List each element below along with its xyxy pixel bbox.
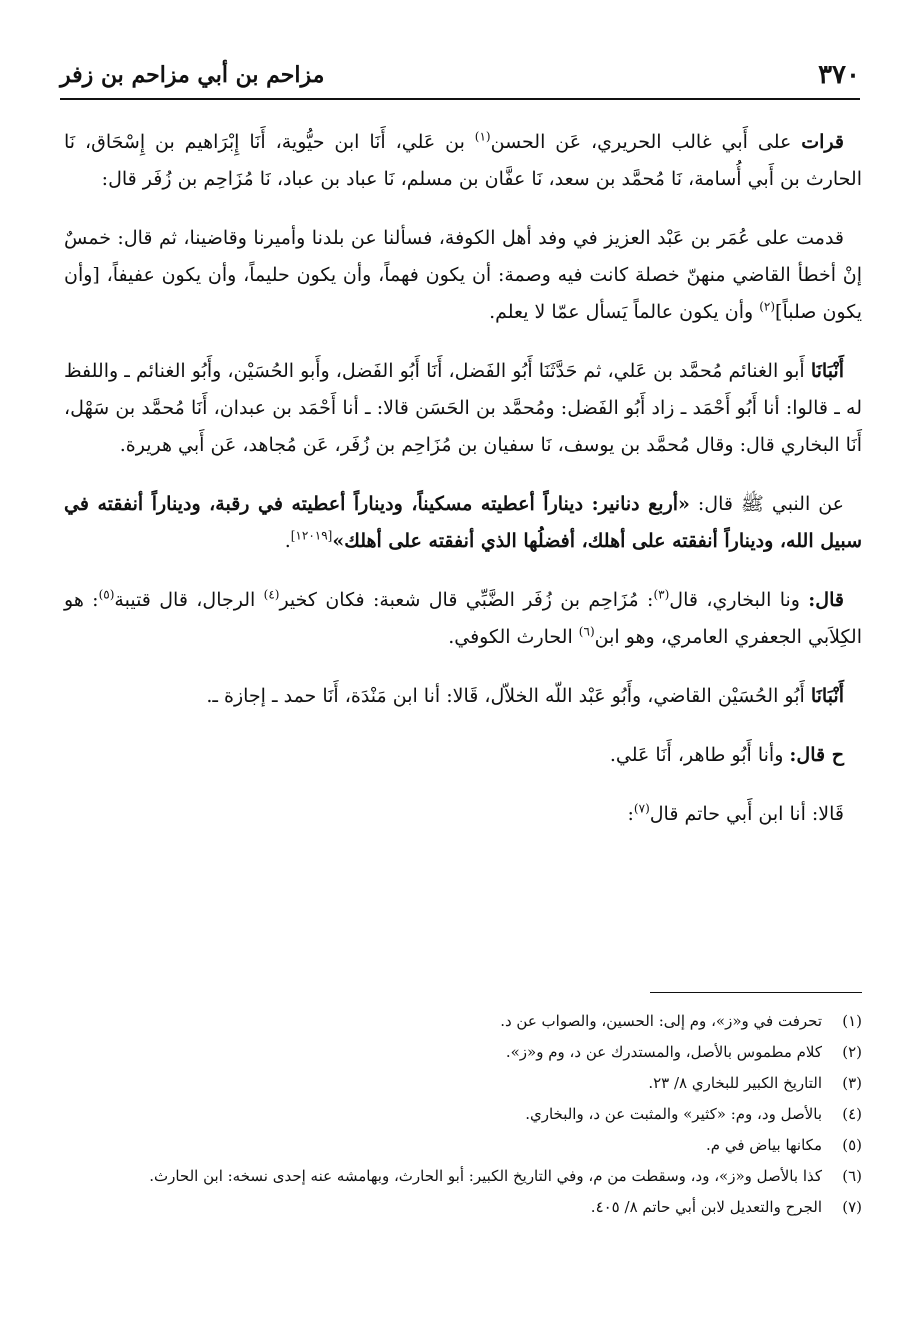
paragraph-1 [64,124,862,198]
footnote-text: كلام مطموس بالأصل، والمستدرك عن د، وم و«ز». [505,1043,822,1061]
footnote [64,1161,862,1192]
paragraph-end: : [627,803,634,825]
footnote-number: (٤) [842,1105,862,1123]
footnote-text: الجرح والتعديل لابن أبي حاتم ٨/ ٤٠٥. [590,1198,822,1216]
main-text [64,124,862,855]
page-header [60,54,860,100]
footnote-text: تحرفت في و«ز»، وم إلى: الحسين، والصواب عن د. [500,1012,822,1030]
paragraph-text: الرجال، قال قتيبة [114,589,264,611]
footnote-number: (١) [842,1012,862,1030]
footnote-ref: (٥) [98,587,115,602]
paragraph-text: أَبُو الحُسَيْن القاضي، وأَبُو عَبْد اللّه الخلاّل، قَالا: أنا ابن مَنْدَة، أَنَا حمد ـ إجازة ـ. [206,685,811,707]
paragraph-7 [64,737,862,774]
footnote [64,1130,862,1161]
footnote [64,1068,862,1099]
paragraph-lead: أَنْبَانَا [810,685,844,707]
hadith-text: «أربع دنانير: ديناراً أعطيته مسكيناً، وديناراً أعطيته في رقبة، وديناراً أنفقته في سبيل الله، وديناراً أنفقته على أهلك، أفضلُها الذي أنفقته على أهلك» [64,493,862,552]
paragraph-2 [64,220,862,331]
paragraph-end: . [284,530,291,552]
footnote-text: بالأصل ود، وم: «كثير» والمثبت عن د، والبخاري. [525,1105,822,1123]
paragraph-text: : هو الكِلاَبي الجعفري العامري، وهو ابن [64,589,862,648]
footnote-ref: (٦) [578,624,595,639]
paragraph-text: عن النبي ﷺ قال: [689,493,844,515]
footnote [64,1192,862,1223]
paragraph-text: بن عَلي، أَنَا ابن حيُّوية، أَنَا إِبْرَاهيم بن إِسْحَاق، نَا الحارث بن أَبي أُسامة، نَا مُحمَّد بن سعد، نَا عفَّان بن مسلم، نَا عباد بن عباد، نَا مُزَاحِم بن زُفَر قال: [64,131,862,190]
paragraph-text: وأنا أَبُو طاهر، أَنَا عَلي. [609,744,790,766]
paragraph-4 [64,486,862,560]
paragraph-3 [64,353,862,464]
footnote-number: (٦) [842,1167,862,1185]
footnote-number: (٣) [842,1074,862,1092]
footnote-ref: (١) [474,129,491,144]
page-number: ٣٧٠ [818,60,860,90]
footnote-text: كذا بالأصل و«ز»، ود، وسقطت من م، وفي التاريخ الكبير: أبو الحارث، وبهامشه عنه إحدى نسخه: ابن الحارث. [149,1167,822,1185]
footnote-text: مكانها بياض في م. [706,1136,822,1154]
paragraph-6 [64,678,862,715]
footnote-ref: (٣) [653,587,670,602]
footnote-number: (٢) [842,1043,862,1061]
paragraph-text: : مُزَاحِم بن زُفَر الضَّبِّي قال شعبة: فكان كخير [279,589,654,611]
footnote-number: (٧) [842,1198,862,1216]
footnote [64,1099,862,1130]
paragraph-lead: قرات [801,131,844,153]
paragraph-text: ونا البخاري، قال [669,589,809,611]
running-title: مزاحم بن أبي مزاحم بن زفر [60,62,325,88]
footnote-ref: (٧) [633,801,650,816]
footnotes [64,1006,862,1223]
paragraph-text: على أَبي غالب الحريري، عَن الحسن [490,131,792,153]
paragraph-text: الحارث الكوفي. [448,626,579,648]
footnote-number: (٥) [842,1136,862,1154]
paragraph-text: أَبو الغنائم مُحمَّد بن عَلي، ثم حَدَّثَنَا أَبُو الفَضل، أَنَا أَبُو الفَضل، وأَبو الحُسَيْن، وأَبُو الغنائم ـ واللفظ له ـ قالوا: أنا أَبُو أَحْمَد ـ زاد أَبُو الفَضل: ومُحمَّد بن الحَسَن قالا: ـ أنا أَحْمَد بن عبدان، أَنَا مُحمَّد بن سَهْل، أَنَا البخاري قال: وقال مُحمَّد بن يوسف، نَا سفيان بن مُزَاحِم بن زُفَر، عَن مُجاهد، عَن أَبي هريرة. [64,360,862,456]
paragraph-lead: أَنْبَانَا [810,360,844,382]
paragraph-lead: ح قال: [789,744,844,766]
footnote [64,1006,862,1037]
footnote-ref: (٤) [263,587,280,602]
paragraph-8 [64,796,862,833]
paragraph-text: وأن يكون عالماً يَسأل عمّا لا يعلم. [489,301,760,323]
paragraph-text: قدمت على عُمَر بن عَبْد العزيز في وفد أهل الكوفة، فسألنا عن بلدنا وأميرنا وقاضينا، ثم قال: خمسٌ إنْ أخطأ القاضي منهنّ خصلة كانت فيه وصمة: أن يكون فهماً، وأن يكون حليماً، وأن يكون عفيفاً، [وأن يكون صلباً] [64,227,862,323]
footnote [64,1037,862,1068]
paragraph-text: قَالا: أنا ابن أَبي حاتم قال [649,803,844,825]
paragraph-lead: قال: [808,589,844,611]
footnote-text: التاريخ الكبير للبخاري ٨/ ٢٣. [648,1074,822,1092]
footnote-ref: (٢) [759,299,776,314]
footnote-separator [650,992,862,993]
hadith-number: [١٢٠١٩] [290,528,333,543]
paragraph-5 [64,582,862,656]
